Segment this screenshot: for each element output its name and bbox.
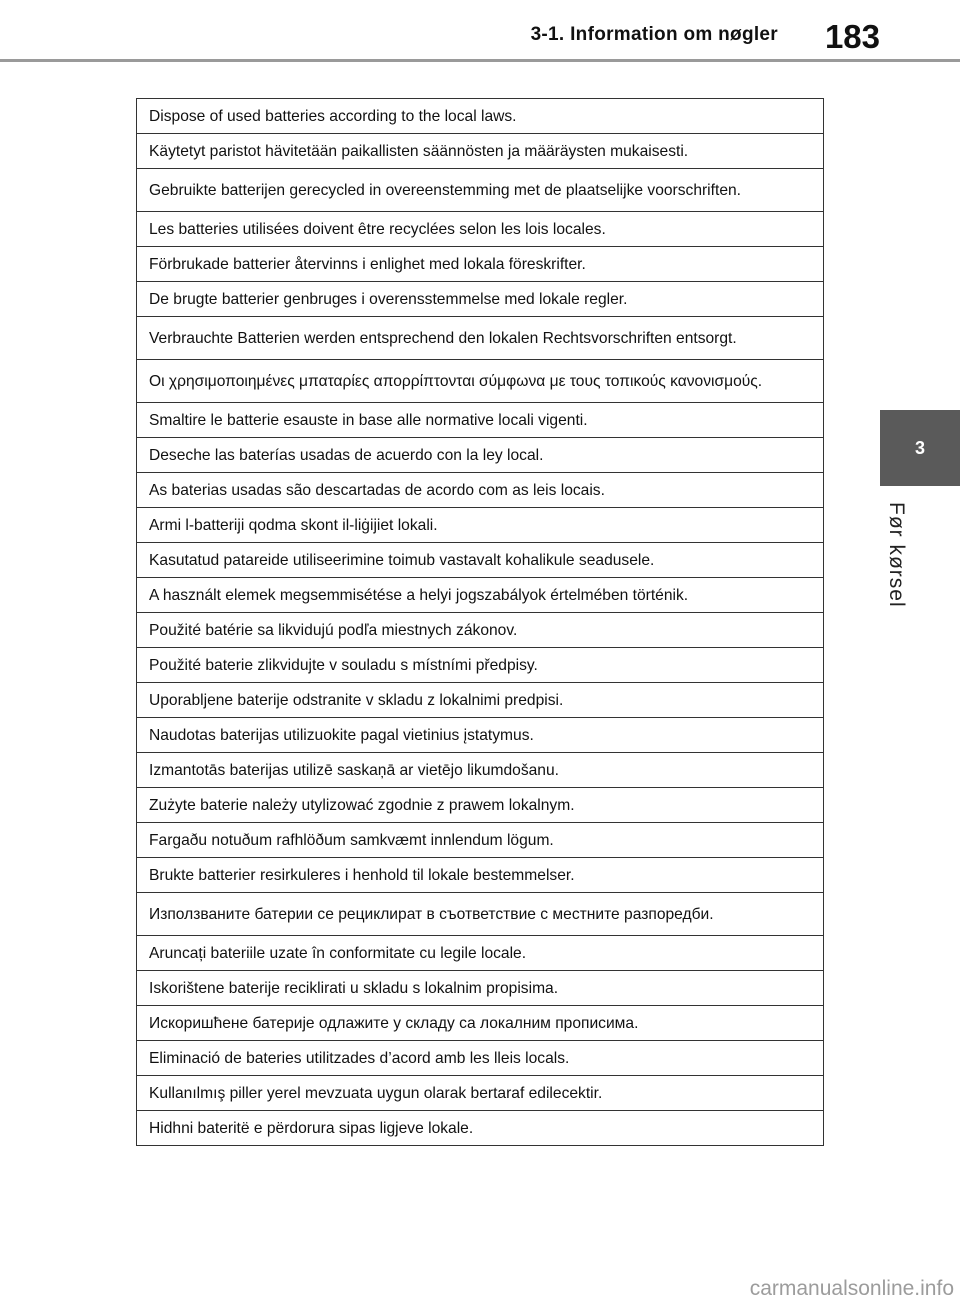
table-row: Brukte batterier resirkuleres i henhold til lokale bestemmelser. <box>137 858 823 893</box>
table-row: As baterias usadas são descartadas de acordo com as leis locais. <box>137 473 823 508</box>
table-row: Fargaðu notuðum rafhlöðum samkvæmt innlendum lögum. <box>137 823 823 858</box>
table-row: Verbrauchte Batterien werden entsprechend den lokalen Rechtsvorschriften entsorgt. <box>137 317 823 360</box>
table-row: Förbrukade batterier återvinns i enlighet med lokala föreskrifter. <box>137 247 823 282</box>
header-divider <box>0 59 960 62</box>
table-row: Използваните батерии се рециклират в съответствие с местните разпоредби. <box>137 893 823 936</box>
table-row: A használt elemek megsemmisétése a helyi jogszabályok értelmében történik. <box>137 578 823 613</box>
table-row: Kasutatud patareide utiliseerimine toimub vastavalt kohalikule seadusele. <box>137 543 823 578</box>
table-row: Dispose of used batteries according to the local laws. <box>137 99 823 134</box>
table-row: Искоришћене батерије одлажите у складу са локалним прописима. <box>137 1006 823 1041</box>
chapter-tab <box>880 410 960 486</box>
chapter-label: Før kørsel <box>885 502 908 608</box>
table-row: Aruncați bateriile uzate în conformitate cu legile locale. <box>137 936 823 971</box>
section-title: 3-1. Information om nøgler <box>530 24 778 45</box>
table-row: Použité baterie zlikvidujte v souladu s místními předpisy. <box>137 648 823 683</box>
watermark-text: carmanualsonline.info <box>749 1277 954 1300</box>
table-row: Eliminació de bateries utilitzades d’acord amb les lleis locals. <box>137 1041 823 1076</box>
table-row: De brugte batterier genbruges i overensstemmelse med lokale regler. <box>137 282 823 317</box>
table-row: Käytetyt paristot hävitetään paikallisten säännösten ja määräysten mukaisesti. <box>137 134 823 169</box>
page-number: 183 <box>824 18 880 55</box>
table-row: Gebruikte batterijen gerecycled in overeenstemming met de plaatselijke voorschriften. <box>137 169 823 212</box>
table-row: Hidhni bateritë e përdorura sipas ligjeve lokale. <box>149 1120 474 1137</box>
table-row: Deseche las baterías usadas de acuerdo con la ley local. <box>137 438 823 473</box>
table-row: Les batteries utilisées doivent être recyclées selon les lois locales. <box>137 212 823 247</box>
chapter-number: 3 <box>914 438 925 458</box>
table-row: Kullanılmış piller yerel mevzuata uygun olarak bertaraf edilecektir. <box>137 1076 823 1111</box>
table-row: Οι χρησιμοποιημένες μπαταρίες απορρίπτονται σύμφωνα με τους τοπικούς κανονισμούς. <box>137 360 823 403</box>
table-row: Smaltire le batterie esauste in base alle normative locali vigenti. <box>137 403 823 438</box>
table-row: Izmantotās baterijas utilizē saskaņā ar vietējo likumdošanu. <box>137 753 823 788</box>
page-header <box>0 0 960 64</box>
table-row: Uporabljene baterije odstranite v skladu z lokalnimi predpisi. <box>137 683 823 718</box>
table-row: Naudotas baterijas utilizuokite pagal vietinius įstatymus. <box>137 718 823 753</box>
table-row: Použité batérie sa likvidujú podľa miestnych zákonov. <box>137 613 823 648</box>
table-row: Zużyte baterie należy utylizować zgodnie z prawem lokalnym. <box>137 788 823 823</box>
battery-disposal-table <box>136 98 824 1146</box>
table-row: Iskorištene baterije reciklirati u skladu s lokalnim propisima. <box>137 971 823 1006</box>
table-row: Armi l-batteriji qodma skont il-liġijiet lokali. <box>137 508 823 543</box>
